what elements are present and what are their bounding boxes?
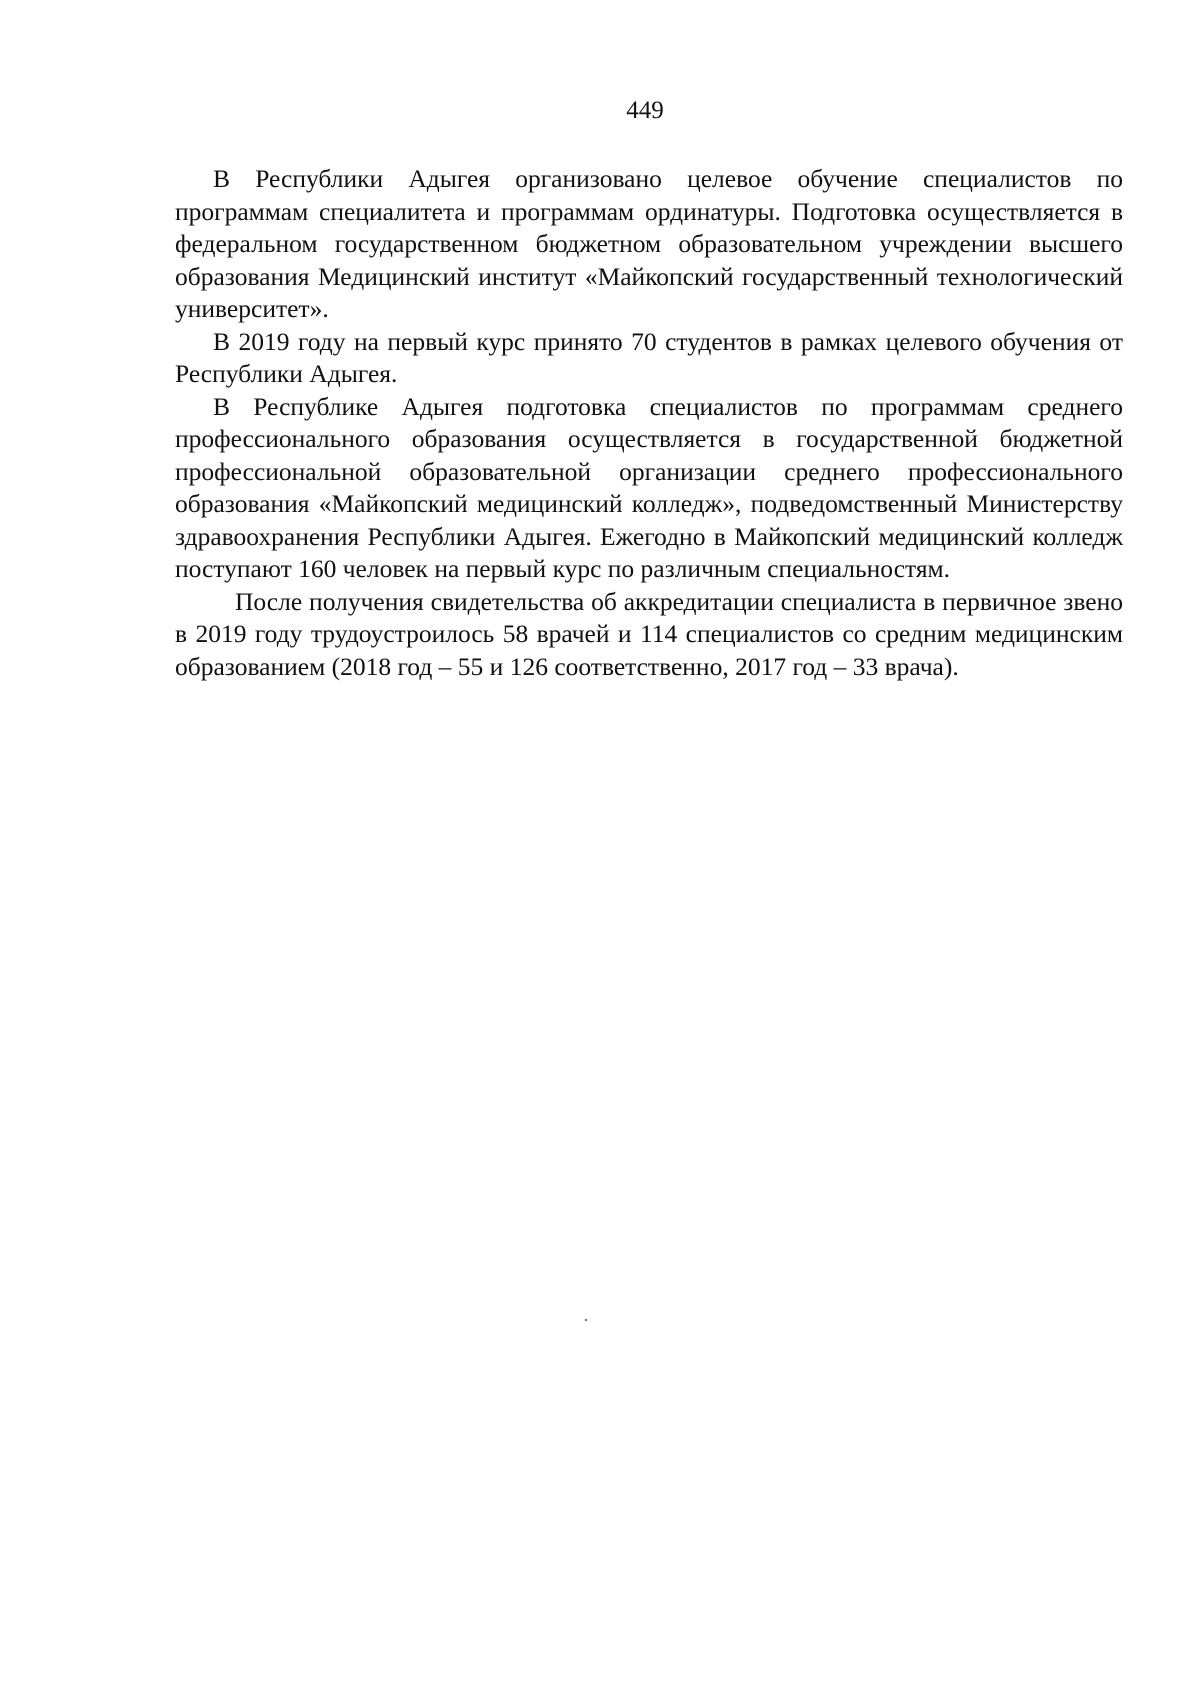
paragraph-employment: После получения свидетельства об аккредитации специалиста в первичное звено в 2019 году трудоустроилось 58 врачей и 114 специалистов со средним медицинским образованием (2018 год – 55 и 126 соответственно, 2017 год – 33 врача). bbox=[175, 586, 1123, 681]
paragraph-targeted-training: В Республики Адыгея организовано целевое обучение специалистов по программам специалитета и программам ординатуры. Подготовка осуществляется в федеральном государственном бюджетном образовательном учреждении высшего образования Медицинский институт «Майкопский государственный технологический университет». bbox=[175, 164, 1123, 323]
scan-speck bbox=[585, 1319, 587, 1321]
page-number: 449 bbox=[626, 97, 664, 124]
paragraph-medical-college: В Республике Адыгея подготовка специалистов по программам среднего профессионального образования осуществляется в государственной бюджетной профессиональной образовательной организации среднего профессионального образования «Майкопский медицинский колледж», подведомственный Министерству здравоохранения Республики Адыгея. Ежегодно в Майкопский медицинский колледж поступают 160 человек на первый курс по различным специальностям. bbox=[175, 391, 1123, 583]
paragraph-2019-admission: В 2019 году на первый курс принято 70 студентов в рамках целевого обучения от Республики Адыгея. bbox=[175, 326, 1123, 388]
body-text bbox=[175, 163, 1123, 683]
